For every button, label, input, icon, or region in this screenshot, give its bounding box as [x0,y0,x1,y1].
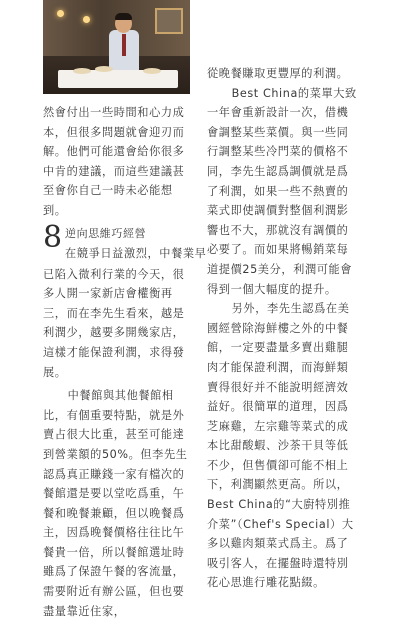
photo-dish [95,66,113,72]
section-heading: 逆向思維巧經營 [65,226,147,240]
section-lead-line: 在競爭日益激烈，中餐業早 [65,246,207,260]
section-heading-block [43,219,207,265]
left-column [43,103,207,621]
photo-tie [122,34,126,56]
restaurant-owner-photo [43,0,190,94]
right-column [207,64,357,593]
section-number: 8 [43,219,63,255]
photo-dish [143,68,161,74]
left-paragraph-3: 中餐館與其他餐館相比，有個重要特點，就是外賣占很大比重，甚至可能達到營業額的50%。但李先生認爲真正賺錢一家有檔次的餐館還是要以堂吃爲重，午餐和晚餐兼顧，但以晚餐爲主，因爲晚餐價格往往比午餐貴一倍，所以餐館選址時雖爲了保證午餐的客流量，需要附近有辦公區，但也要盡量靠近住家， [43,389,188,618]
left-paragraph-1: 然會付出一些時間和心力成本，但很多問題就會迎刃而解。他們可能還會給你很多中肯的建議，而這些建議甚至會你自己一時未必能想到。 [43,106,185,217]
photo-lamp [57,10,64,17]
right-paragraph-1: 從晚餐賺取更豐厚的利潤。 [207,67,349,80]
right-paragraph-3: 另外，李先生認爲在美國經營除海鮮樓之外的中餐館，一定要盡量多賣出雞腿肉才能保證利潤，而海鮮類賣得很好并不能說明經濟效益好。很簡單的道理，因爲芝麻雞，左宗雞等菜式的成本比甜酸蝦、沙茶干貝等低不少，但售價卻可能不相上下，利潤顯然更高。所以，Best China的“大廚特別推介菜”（Chef's Special）大多以雞肉類菜式爲主。爲了吸引客人，在擺盤時還特別花心思進行雕花點綴。 [207,302,354,590]
photo-picture-frame [155,8,183,34]
photo-hair [115,13,132,20]
right-paragraph-2: Best China的菜單大致一年會重新設計一次，借機會調整某些菜價。與一些同行調整某些冷門菜的價格不同，李先生認爲調價就是爲了利潤，如果一些不熱賣的菜式即使調價對整個利潤影響也不大，那就沒有調價的必要了。而如果將暢銷菜每道提價25美分，利潤可能會得到一個大幅度的提升。 [207,86,357,296]
section-body: 已陷入微利行業的今天，很多人開一家新店會權衡再三，而在李先生看來，越是利潤少，越要多開幾家店，這樣才能保證利潤，求得發展。 [43,267,185,379]
photo-dish [73,68,91,74]
photo-lamp [83,16,90,23]
